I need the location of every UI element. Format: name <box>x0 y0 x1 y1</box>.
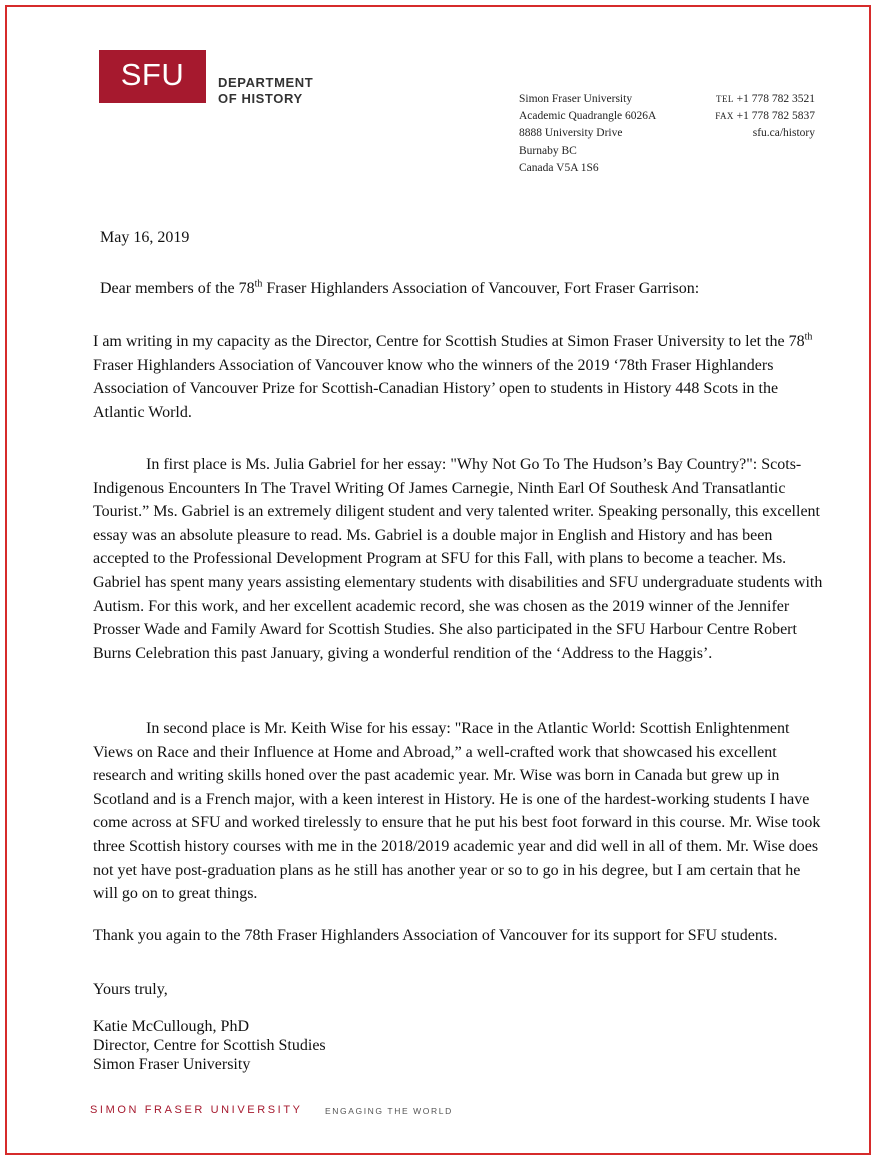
footer-tagline: ENGAGING THE WORLD <box>325 1106 453 1116</box>
signer-title: Director, Centre for Scottish Studies <box>93 1037 326 1054</box>
department-line-2: OF HISTORY <box>218 91 303 106</box>
ordinal-suffix: th <box>804 331 813 343</box>
address-line: Academic Quadrangle 6026A <box>519 110 657 123</box>
address-line: Canada V5A 1S6 <box>519 161 599 174</box>
intro-start: I am writing in my capacity as the Director, Centre for Scottish Studies at Simon Fraser University to let the 78 <box>93 333 805 350</box>
fax <box>715 108 815 125</box>
intro-end: Fraser Highlanders Association of Vancouver know who the winners of the 2019 ‘78th Fraser Highlanders Association of Vancouver Prize for Scottish-Canadian History’ open to students in History 448 Scots in the Atlantic World. <box>93 356 779 421</box>
fax-label: FAX <box>715 111 734 122</box>
mailing-address <box>519 91 656 177</box>
signer-name: Katie McCullough, PhD <box>93 1018 249 1035</box>
salutation <box>100 280 699 298</box>
logo-text: SFU <box>120 57 185 92</box>
sfu-logo <box>99 50 206 103</box>
website: sfu.ca/history <box>752 127 815 140</box>
department-line-1: DEPARTMENT <box>218 75 314 90</box>
contact-info <box>715 91 815 143</box>
tel-label: TEL <box>716 94 734 104</box>
closing: Yours truly, <box>93 981 168 998</box>
address-line: 8888 University Drive <box>519 127 623 140</box>
body-paragraph-thanks: Thank you again to the 78th Fraser Highlanders Association of Vancouver for its support for SFU students. <box>93 927 778 944</box>
signature-block <box>93 1017 326 1074</box>
ordinal-suffix: th <box>254 278 263 290</box>
signer-institution: Simon Fraser University <box>93 1056 251 1073</box>
telephone <box>715 91 815 108</box>
address-line: Burnaby BC <box>519 144 577 157</box>
address-line: Simon Fraser University <box>519 93 633 105</box>
tel-number: +1 778 782 3521 <box>736 93 815 105</box>
letter-date: May 16, 2019 <box>100 229 190 246</box>
body-paragraph-first-place: In first place is Ms. Julia Gabriel for her essay: "Why Not Go To The Hudson’s Bay Country?": Scots-Indigenous Encounters In The Travel Writing Of James Carnegie, Ninth Earl Of Southesk And Transatlantic Tourist.” Ms. Gabriel is an extremely diligent student and very talented writer. Speaking personally, this excellent essay was an absolute pleasure to read. Ms. Gabriel is a double major in English and History and has been accepted to the Professional Development Program at SFU for this Fall, with plans to become a teacher. Ms. Gabriel has spent many years assisting elementary students with disabilities and SFU undergraduate students with Autism. For this work, and her excellent academic record, she was chosen as the 2019 winner of the Jennifer Prosser Wade and Family Award for Scottish Studies. She also participated in the SFU Harbour Centre Robert Burns Celebration this past January, giving a wonderful rendition of the ‘Address to the Haggis’. <box>93 456 823 662</box>
body-paragraph-intro <box>93 330 823 424</box>
department-name <box>218 75 313 107</box>
fax-number: +1 778 782 5837 <box>736 110 815 123</box>
footer-university-name: SIMON FRASER UNIVERSITY <box>90 1104 303 1116</box>
body-paragraph-second-place: In second place is Mr. Keith Wise for his essay: "Race in the Atlantic World: Scottish Enlightenment Views on Race and their Influence at Home and Abroad,” a well-crafted work that showcased his excellent research and writing skills honed over the past academic year. Mr. Wise was born in Canada but grew up in Scotland and is a French major, with a keen interest in History. He is one of the hardest-working students I have come across at SFU and worked tirelessly to ensure that he put his best foot forward in this course. Mr. Wise took three Scottish history courses with me in the 2018/2019 academic year and did well in all of them. Mr. Wise does not yet have post-graduation plans as he still has another year or so to go in his degree, but I am certain that he will go on to great things. <box>93 720 821 903</box>
salutation-start: Dear members of the 78 <box>100 280 255 297</box>
salutation-end: Fraser Highlanders Association of Vancouver, Fort Fraser Garrison: <box>262 280 700 297</box>
